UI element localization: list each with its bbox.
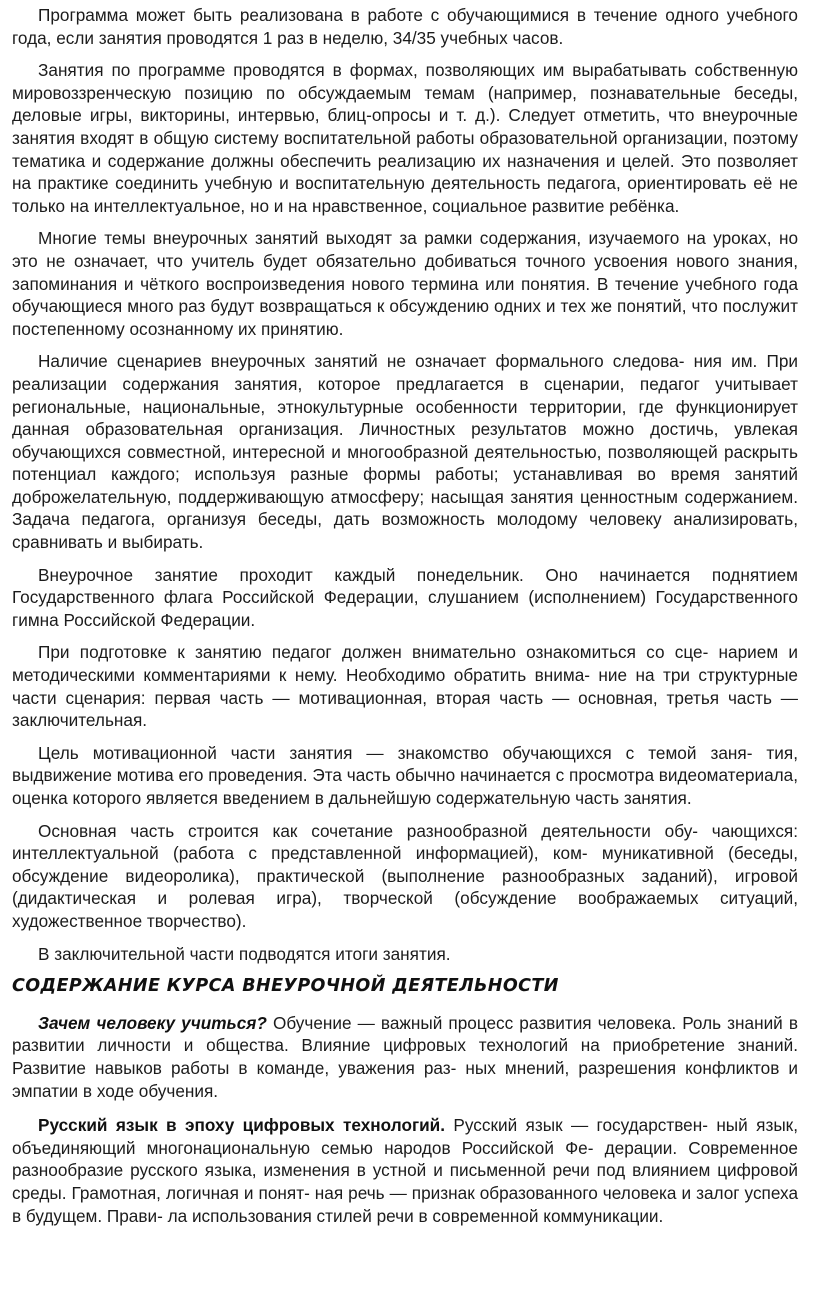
paragraph-main-part: Основная часть строится как сочетание разнообразной деятельности обу- чающихся: интеллектуальной (работа с представленной информацией), ком- муникативной (беседы, обсуждение видеоролика), практической (выполнение разнообразных заданий), игровой (дидактическая и ролевая игра), творческой (обсуждение воображаемых ситуаций, художественное творчество).	[12, 820, 798, 931]
paragraph-lesson-forms: Занятия по программе проводятся в формах, позволяющих им вырабатывать собственную мировоззренческую позицию по обсуждаемым темам (например, познавательные беседы, деловые игры, викторины, интервью, блиц-опросы и т. д.). Следует отметить, что внеурочные занятия входят в общую систему воспитательной работы образовательной организации, поэтому тематика и содержание должны обеспечить реализацию их назначения и целей. Это позволяет на практике соединить учебную и воспитательную деятельность педагога, ориентировать её не только на интеллектуальное, но и на нравственное, социальное развитие ребёнка.	[12, 60, 798, 216]
paragraph-motivation-part: Цель мотивационной части занятия — знакомство обучающихся с темой заня- тия, выдвижение мотива его проведения. Эта часть обычно начинается с просмотра видеоматериала, оценка которого является введением в дальнейшую содержательную часть занятия.	[12, 742, 798, 808]
paragraph-preparation: При подготовке к занятию педагог должен внимательно ознакомиться со сце- нарием и методическими комментариями к нему. Необходимо обратить внима- ние на три структурные части сценария: первая часть — мотивационная, вторая часть — основная, третья часть — заключительная.	[12, 642, 798, 731]
topic-title: Зачем человеку учиться?	[38, 1012, 267, 1033]
paragraph-monday-lesson: Внеурочное занятие проходит каждый понедельник. Оно начинается поднятием Государственного флага Российской Федерации, слушанием (исполнением) Государственного гимна Российской Федерации.	[12, 564, 798, 630]
paragraph-topics-scope: Многие темы внеурочных занятий выходят за рамки содержания, изучаемого на уроках, но это не означает, что учитель будет обязательно добиваться точного усвоения нового знания, запоминания и чёткого воспроизведения нового термина или понятия. В течение учебного года обучающиеся много раз будут возвращаться к обсуждению одних и тех же понятий, что послужит постепенному осознанному их принятию.	[12, 228, 798, 339]
topic-why-learn	[12, 1012, 798, 1102]
section-title: СОДЕРЖАНИЕ КУРСА ВНЕУРОЧНОЙ ДЕЯТЕЛЬНОСТИ	[12, 976, 559, 997]
topic-text: Обучение — важный процесс развития человека. Роль знаний в развитии личности и общества. Влияние цифровых технологий на приобретение знаний. Развитие навыков работы в команде, уважения раз- ных мнений, разрешения конфликтов и эмпатии в ходе обучения.	[12, 1012, 798, 1101]
paragraph-scenarios: Наличие сценариев внеурочных занятий не означает формального следова- ния им. При реализации содержания занятия, которое предлагается в сценарии, педагог учитывает региональные, национальные, этнокультурные особенности территории, где функционирует данная образовательная организация. Личностных результатов можно достичь, увлекая обучающихся совместной, интересной и многообразной деятельностью, позволяющей раскрыть потенциал каждого; используя разные формы работы; устанавливая во время занятий доброжелательную, поддерживающую атмосферу; насыщая занятия ценностным содержанием. Задача педагога, организуя беседы, дать возможность молодому человеку анализировать, сравнивать и выбирать.	[12, 351, 798, 553]
topic-text: Русский язык — государствен- ный язык, объединяющий многонациональную семью народов Российской Фе- дерации. Современное разнообразие русского языка, изменения в устной и письменной речи под влиянием цифровой среды. Грамотная, логичная и понят- ная речь — признак образованного человека и залог успеха в будущем. Прави- ла использования стилей речи в современной коммуникации.	[12, 1115, 798, 1226]
paragraph-final-part: В заключительной части подводятся итоги занятия.	[38, 943, 451, 964]
topic-russian-language	[12, 1114, 798, 1227]
topic-title: Русский язык в эпоху цифровых технологий.	[38, 1115, 446, 1136]
paragraph-program-duration: Программа может быть реализована в работе с обучающимися в течение одного учебного года, если занятия проводятся 1 раз в неделю, 34/35 учебных часов.	[12, 5, 798, 48]
